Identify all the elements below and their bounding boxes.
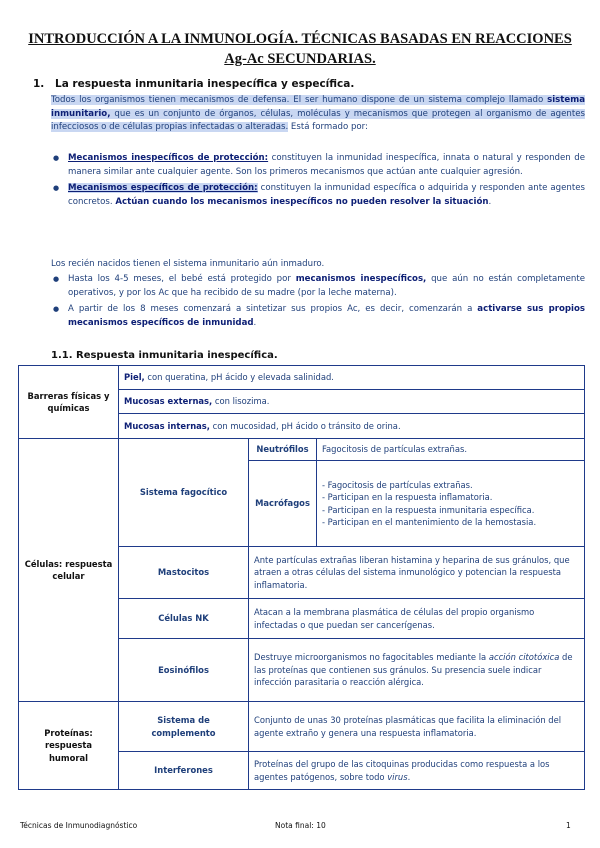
cell-italic: acción citotóxica	[488, 652, 560, 663]
newborn-bold: activarse sus propios mecanismos específicos de inmunidad	[68, 304, 586, 328]
intro-term: sistema inmunitario,	[51, 95, 585, 119]
list-item: - Participan en el mantenimiento de la hemostasia.	[322, 517, 537, 527]
table-row	[19, 702, 585, 752]
fagocitico-label: Sistema fagocítico	[119, 439, 249, 547]
table-row	[19, 439, 585, 461]
list-item: - Fagocitosis de partículas extrañas.	[322, 479, 473, 490]
bullet-end: .	[488, 196, 492, 207]
interferones-cell	[249, 752, 585, 790]
table-cell	[119, 390, 585, 414]
section-title: La respuesta inmunitaria inespecífica y específica.	[55, 78, 355, 90]
mastocitos-label: Mastocitos	[119, 547, 249, 599]
neutrofilos-text: Fagocitosis de partículas extrañas.	[317, 439, 585, 461]
mastocitos-text: Ante partículas extrañas liberan histamina y heparina de sus gránulos, que atraen a otras células del sistema inmunológico y potencian la respuesta inflamatoria.	[249, 547, 585, 599]
list-item	[51, 182, 585, 209]
newborn-text-2: .	[253, 317, 257, 328]
newborn-bold: mecanismos inespecíficos,	[295, 274, 427, 284]
cell-text: .	[407, 771, 411, 782]
intro-text-2: que es un conjunto de órganos, células, moléculas y mecanismos que protegen al organismo de agentes infecciosos o de células propias infectadas o alteradas.	[51, 108, 585, 133]
complemento-text: Conjunto de unas 30 proteínas plasmáticas que facilita la eliminación del agente extraño y genera una respuesta inflamatoria.	[249, 702, 585, 752]
nonspecific-response-table	[18, 365, 585, 790]
intro-text-3: Está formado por:	[288, 122, 368, 133]
celulas-label: Células: respuesta celular	[19, 439, 119, 702]
bullet-term: Mecanismos inespecíficos de protección:	[68, 153, 269, 163]
nk-text: Atacan a la membrana plasmática de células del propio organismo infectadas o que puedan ser cancerígenas.	[249, 599, 585, 639]
section-number: 1.	[33, 78, 45, 90]
bullet-bold: Actúan cuando los mecanismos inespecíficos no pueden resolver la situación	[115, 196, 489, 207]
cell-text: Destruye microorganismos no fagocitables mediante la	[254, 652, 489, 663]
newborn-intro: Los recién nacidos tienen el sistema inmunitario aún inmaduro.	[51, 259, 325, 269]
list-item	[51, 303, 585, 330]
page-number: 1	[566, 821, 571, 830]
list-item: - Participan en la respuesta inmunitaria específica.	[322, 504, 535, 515]
barreras-label: Barreras físicas y químicas	[19, 366, 119, 439]
intro-paragraph	[51, 94, 585, 135]
bullet-text: constituyen la inmunidad específica o adquirida y responden ante agentes concretos.	[68, 183, 585, 207]
mechanisms-list	[51, 152, 585, 212]
newborn-list	[51, 273, 585, 333]
cell-text: con lisozima.	[212, 396, 270, 407]
proteinas-label: Proteínas: respuesta humoral	[19, 702, 119, 790]
newborn-text-1: A partir de los 8 meses comenzará a sintetizar sus propios Ac, es decir, comenzarán a	[68, 304, 478, 315]
cell-text: de las proteínas que contienen sus gránulos. Su presencia suele indicar infección parasitaria o reacción alérgica.	[254, 652, 573, 688]
macrofagos-cell	[317, 461, 585, 547]
table-row	[19, 366, 585, 390]
complemento-label: Sistema de complemento	[119, 702, 249, 752]
neutrofilos-label: Neutrófilos	[249, 439, 317, 461]
bullet-text: constituyen la inmunidad inespecífica, innata o natural y responden de manera similar ante cualquier agente. Son los primeros mecanismos que actúan ante cualquier agresión.	[68, 153, 586, 177]
list-item	[51, 152, 585, 179]
cell-italic: virus	[387, 771, 408, 782]
footer-left: Técnicas de Inmunodiagnóstico	[20, 821, 138, 830]
bullet-term: Mecanismos específicos de protección:	[68, 183, 258, 194]
macrofagos-label: Macrófagos	[249, 461, 317, 547]
footer-center: Nota final: 10	[275, 821, 326, 830]
list-item	[51, 273, 585, 300]
cell-term: Piel,	[124, 372, 145, 383]
document-title: INTRODUCCIÓN A LA INMUNOLOGÍA. TÉCNICAS BASADAS EN REACCIONES Ag-Ac SECUNDARIAS.	[28, 31, 572, 67]
section-heading	[33, 78, 354, 90]
subsection-heading: 1.1. Respuesta inmunitaria inespecífica.	[51, 350, 278, 361]
interferones-label: Interferones	[119, 752, 249, 790]
cell-text: Proteínas del grupo de las citoquinas producidas como respuesta a los agentes patógenos, sobre todo	[254, 759, 550, 782]
table-cell	[119, 366, 585, 390]
cell-term: Mucosas externas,	[124, 396, 213, 407]
newborn-text-1: Hasta los 4-5 meses, el bebé está protegido por	[68, 274, 296, 284]
intro-text-1: Todos los organismos tienen mecanismos de defensa. El ser humano dispone de un sistema complejo llamado	[51, 95, 548, 105]
list-item: - Participan en la respuesta inflamatoria.	[322, 492, 493, 502]
eosinofilos-cell	[249, 639, 585, 702]
cell-term: Mucosas internas,	[124, 420, 210, 431]
newborn-text-2: que aún no están completamente operativos, y por los Ac que ha recibido de su madre (por la leche materna).	[68, 274, 585, 298]
cell-text: con queratina, pH ácido y elevada salinidad.	[144, 372, 334, 383]
cell-text: con mucosidad, pH ácido o tránsito de orina.	[209, 420, 401, 431]
table-cell	[119, 414, 585, 439]
nk-label: Células NK	[119, 599, 249, 639]
eosinofilos-label: Eosinófilos	[119, 639, 249, 702]
